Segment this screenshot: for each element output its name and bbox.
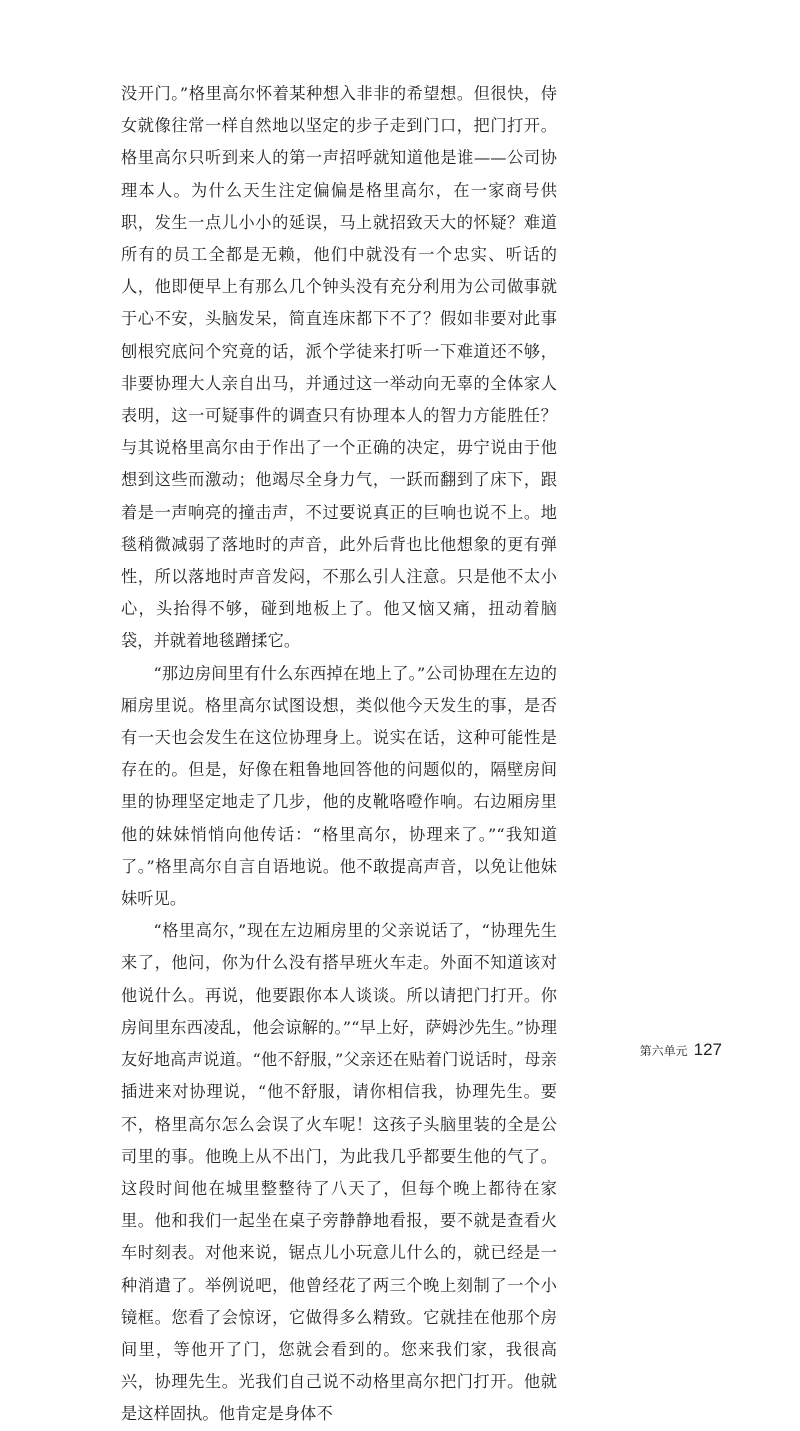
paragraph-1: 没开门。”格里高尔怀着某种想入非非的希望想。但很快，侍女就像往常一样自然地以坚定的步子走到门口，把门打开。格里高尔只听到来人的第一声招呼就知道他是谁——公司协理本人。为什么天生注定偏偏是格里高尔，在一家商号供职，发生一点儿小小的延误，马上就招致天大的怀疑？难道所有的员工全都是无赖，他们中就没有一个忠实、听话的人，他即便早上有那么几个钟头没有充分利用为公司做事就于心不安，头脑发呆，简直连床都下不了？假如非要对此事刨根究底问个究竟的话，派个学徒来打听一下难道还不够，非要协理大人亲自出马，并通过这一举动向无辜的全体家人表明，这一可疑事件的调查只有协理本人的智力方能胜任？与其说格里高尔由于作出了一个正确的决定，毋宁说由于他想到这些而激动；他竭尽全身力气，一跃而翻到了床下，跟着是一声响亮的撞击声，不过要说真正的巨响也说不上。地毯稍微减弱了落地时的声音，此外后背也比他想象的更有弹性，所以落地时声音发闷，不那么引人注意。只是他不太小心，头抬得不够，碰到地板上了。他又恼又痛，扭动着脑袋，并就着地毯蹭揉它。: [121, 84, 557, 651]
paragraph-2: “那边房间里有什么东西掉在地上了。”公司协理在左边的厢房里说。格里高尔试图设想，类似他今天发生的事，是否有一天也会发生在这位协理身上。说实在话，这种可能性是存在的。但是，好像在粗鲁地回答他的问题似的，隔壁房间里的协理坚定地走了几步，他的皮靴咯噔作响。右边厢房里他的妹妹悄悄向他传话：“格里高尔，协理来了。”“我知道了。”格里高尔自言自语地说。他不敢提高声音，以免让他妹妹听见。: [121, 663, 557, 909]
page-number: 127: [693, 1040, 722, 1059]
paragraph-3: “格里高尔，”现在左边厢房里的父亲说话了，“协理先生来了，他问，你为什么没有搭早班火车走。外面不知道该对他说什么。再说，他要跟你本人谈谈。所以请把门打开。你房间里东西凌乱，他会谅解的。”“早上好，萨姆沙先生。”协理友好地高声说道。“他不舒服，”父亲还在贴着门说话时，母亲插进来对协理说，“他不舒服，请你相信我，协理先生。要不，格里高尔怎么会误了火车呢！这孩子头脑里装的全是公司里的事。他晚上从不出门，为此我几乎都要生他的气了。这段时间他在城里整整待了八天了，但每个晚上都待在家里。他和我们一起坐在桌子旁静静地看报，要不就是查看火车时刻表。对他来说，锯点儿小玩意儿什么的，就已经是一种消遣了。举例说吧，他曾经花了两三个晚上刻制了一个小镜框。您看了会惊讶，它做得多么精致。它就挂在他那个房间里，等他开了门，您就会看到的。您来我们家，我很高兴，协理先生。光我们自己说不动格里高尔把门打开。他就是这样固执。他肯定是身体不: [121, 921, 557, 1424]
page-body: [121, 78, 557, 1431]
unit-label: 第六单元: [639, 1044, 688, 1058]
page-footer: [640, 1040, 722, 1060]
